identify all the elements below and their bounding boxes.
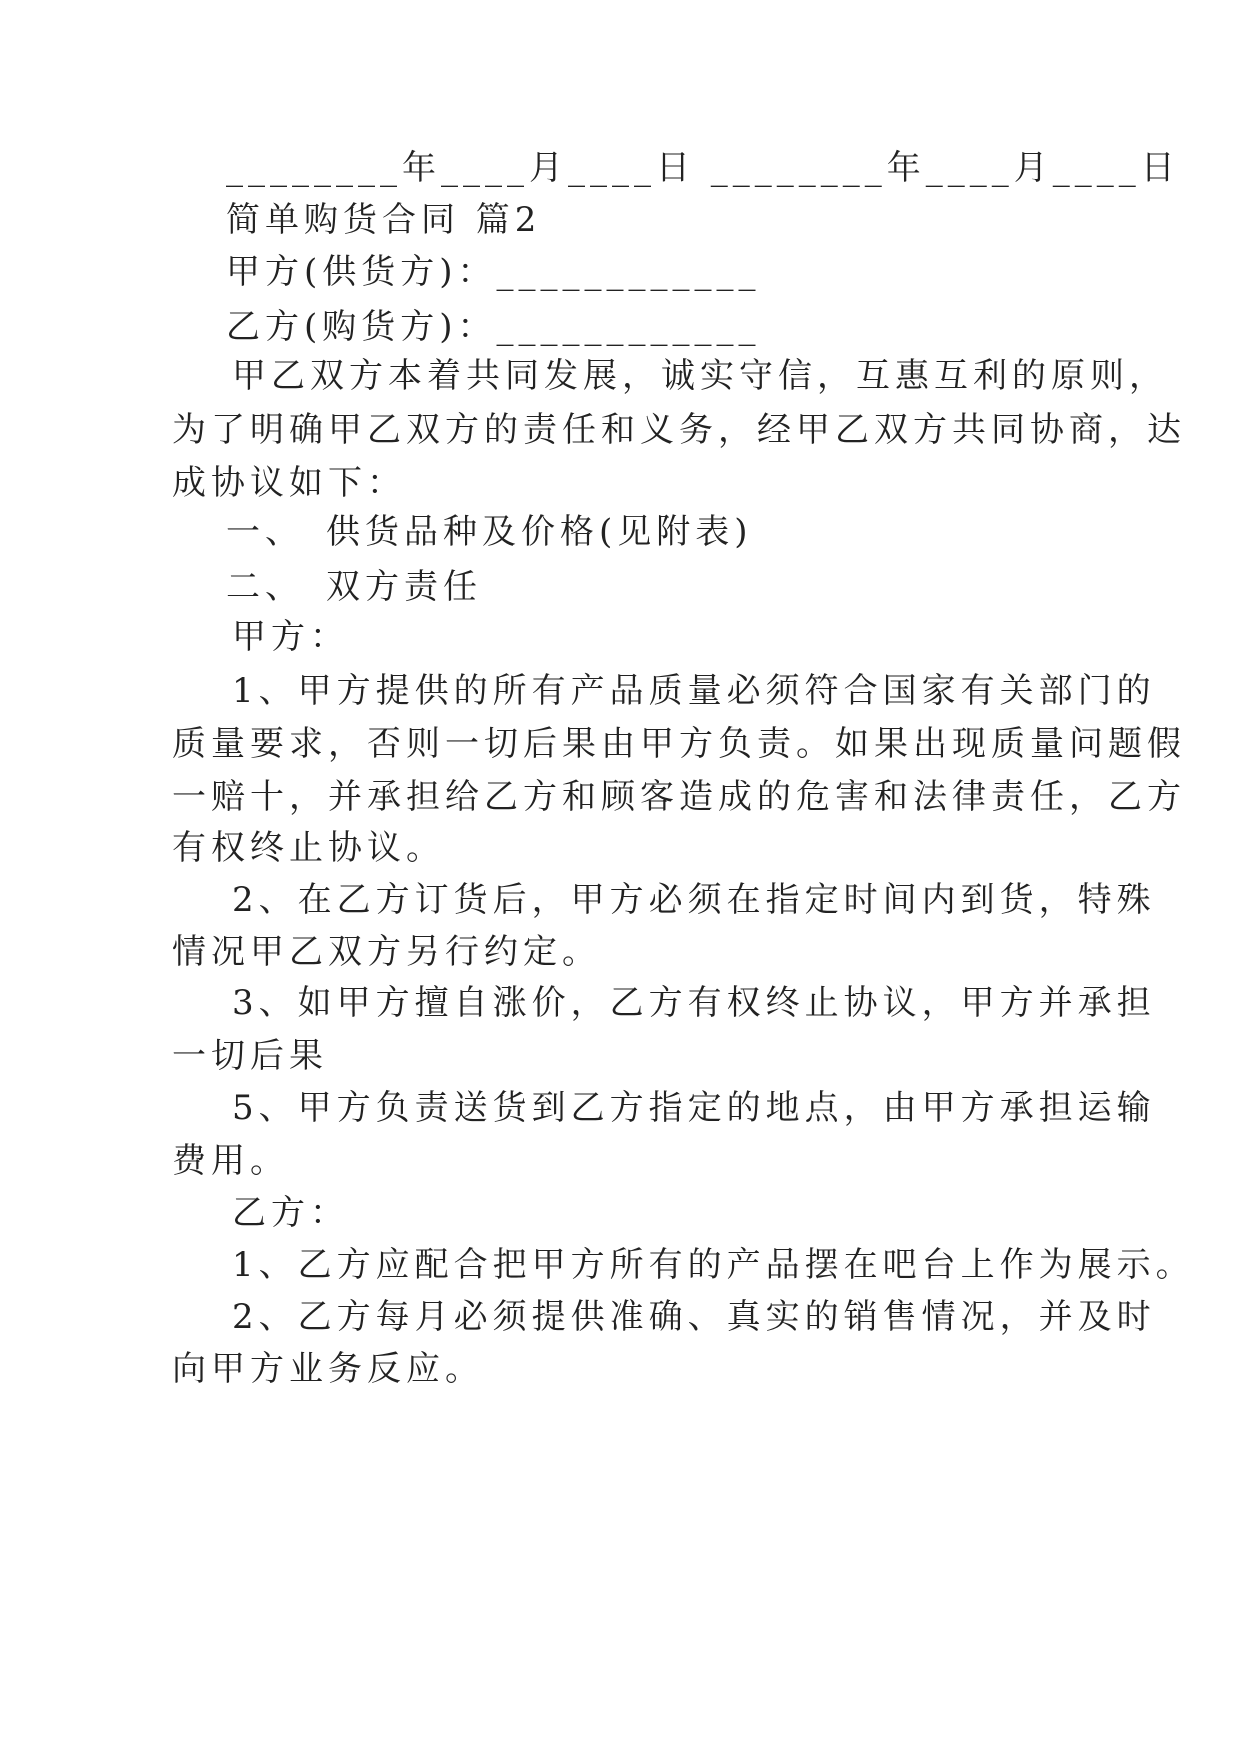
intro-line: 成协议如下：	[172, 463, 406, 503]
clause-line: 3、如甲方擅自涨价，乙方有权终止协议，甲方并承担	[232, 983, 1156, 1023]
section-heading: 二、 双方责任	[226, 567, 482, 607]
date-line: ________年____月____日 ________年____月____日	[226, 148, 1180, 188]
party-a-label: 甲方：	[232, 617, 349, 657]
clause-line: 1、乙方应配合把甲方所有的产品摆在吧台上作为展示。	[232, 1245, 1195, 1285]
clause-line: 一切后果	[172, 1036, 328, 1076]
clause-line: 2、乙方每月必须提供准确、真实的销售情况，并及时	[232, 1297, 1156, 1337]
party-b-label: 乙方：	[232, 1193, 349, 1233]
clause-line: 向甲方业务反应。	[172, 1349, 484, 1389]
party-b-line: 乙方(购货方)：____________	[226, 307, 761, 347]
intro-line: 甲乙双方本着共同发展，诚实守信，互惠互利的原则，	[232, 356, 1168, 396]
intro-line: 为了明确甲乙双方的责任和义务，经甲乙双方共同协商，达	[172, 410, 1186, 450]
clause-line: 1、甲方提供的所有产品质量必须符合国家有关部门的	[232, 671, 1156, 711]
document-heading: 简单购货合同 篇2	[226, 200, 542, 240]
clause-line: 有权终止协议。	[172, 828, 445, 868]
clause-line: 情况甲乙双方另行约定。	[172, 932, 601, 972]
clause-line: 质量要求，否则一切后果由甲方负责。如果出现质量问题假	[172, 724, 1186, 764]
party-a-line: 甲方(供货方)：____________	[226, 252, 761, 292]
clause-line: 5、甲方负责送货到乙方指定的地点，由甲方承担运输	[232, 1088, 1156, 1128]
clause-line: 2、在乙方订货后，甲方必须在指定时间内到货，特殊	[232, 880, 1156, 920]
clause-line: 费用。	[172, 1141, 289, 1181]
section-heading: 一、 供货品种及价格(见附表)	[226, 512, 753, 552]
clause-line: 一赔十，并承担给乙方和顾客造成的危害和法律责任，乙方	[172, 777, 1186, 817]
